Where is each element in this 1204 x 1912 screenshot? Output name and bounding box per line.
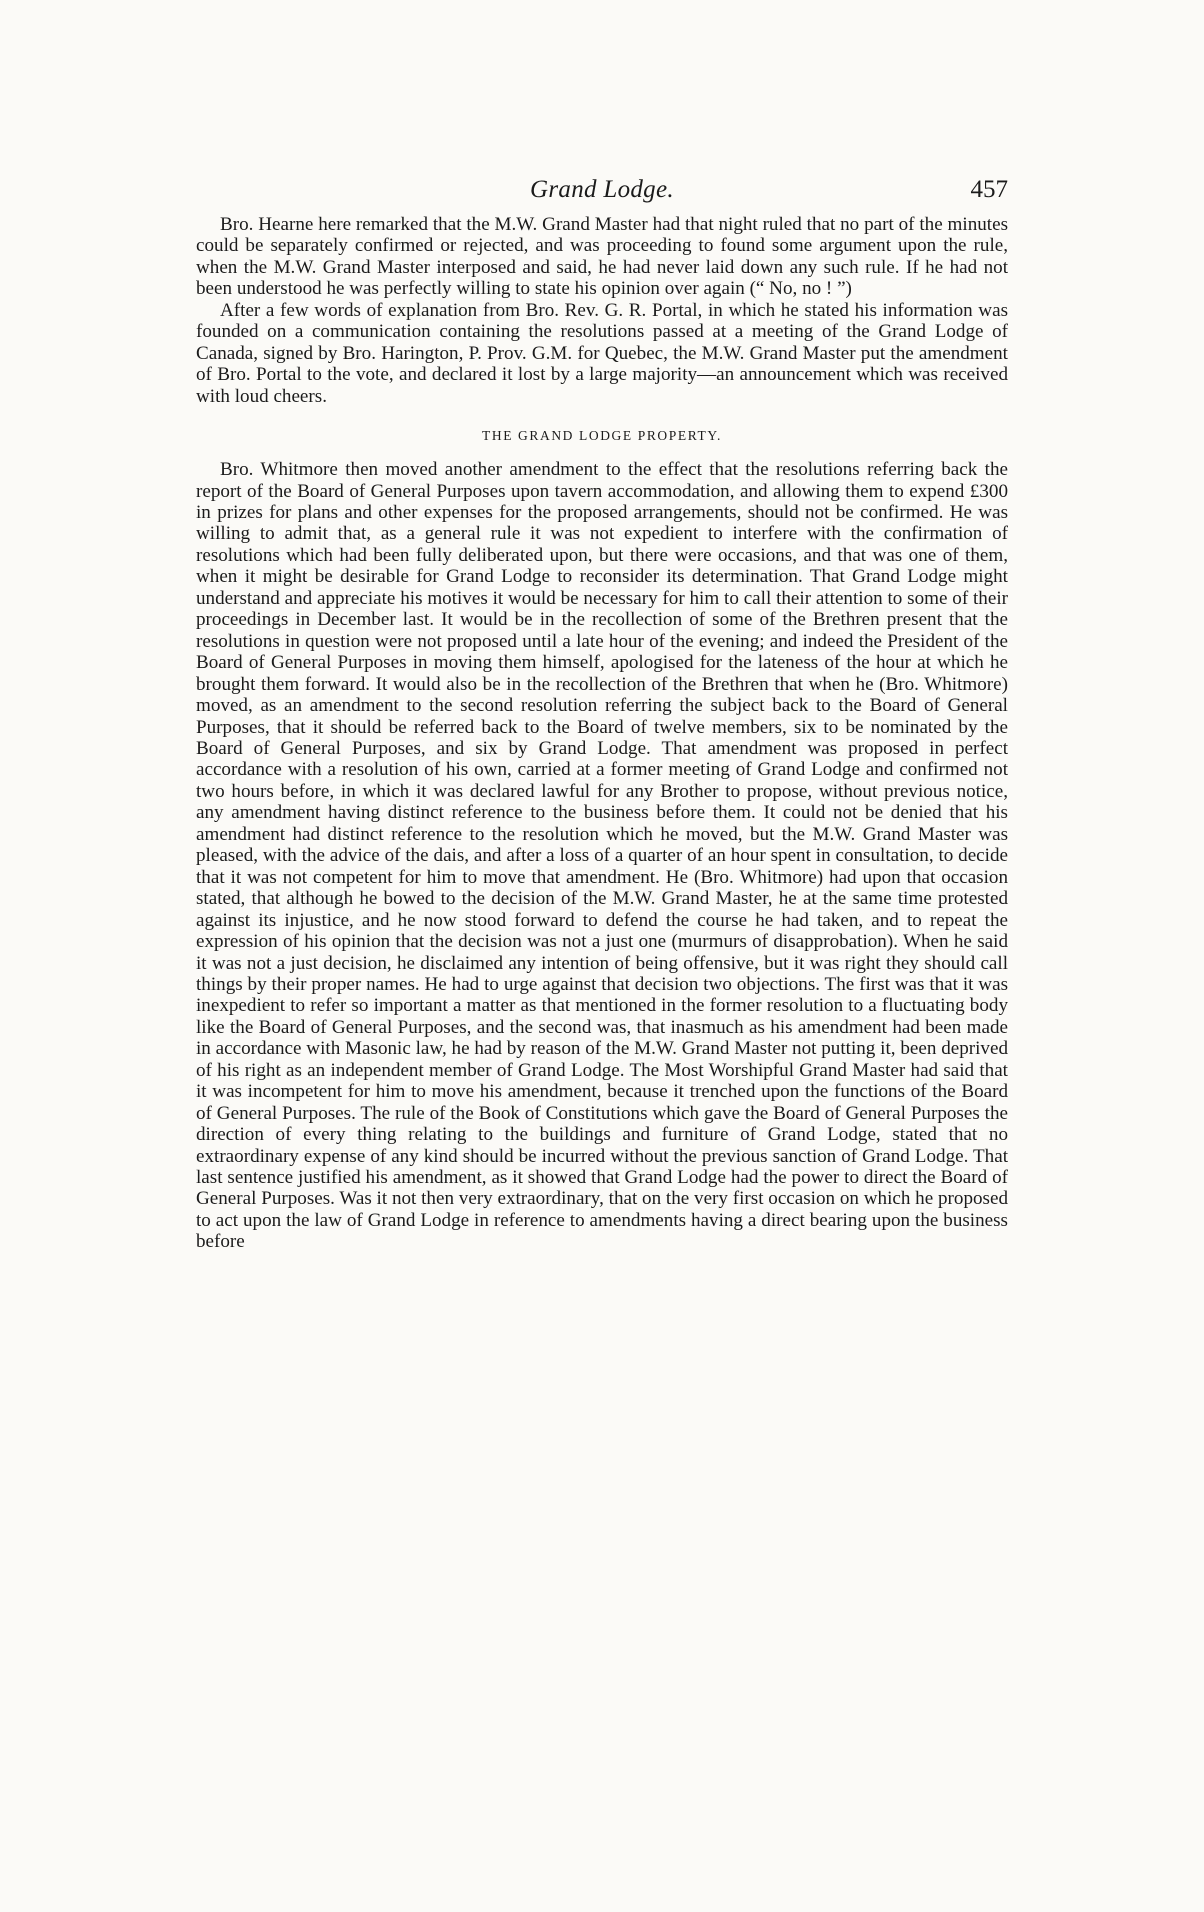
paragraph-hearne-remark: Bro. Hearne here remarked that the M.W. Grand Master had that night ruled that no part of the minutes could be separately confirmed or rejected, and was proceeding to found some argument upon the rule, when the M.W. Grand Master interposed and said, he had never laid down any such rule. If he had not been understood he was perfectly willing to state his opinion over again (“ No, no ! ”): [196, 214, 1008, 300]
running-title: Grand Lodge.: [530, 176, 674, 203]
paragraph-portal-explanation: After a few words of explanation from Bro. Rev. G. R. Portal, in which he stated his information was founded on a communication containing the resolutions passed at a meeting of the Grand Lodge of Canada, signed by Bro. Harington, P. Prov. G.M. for Quebec, the M.W. Grand Master put the amendment of Bro. Portal to the vote, and declared it lost by a large majority—an announcement which was received with loud cheers.: [196, 299, 1008, 407]
page-number: 457: [970, 176, 1008, 203]
running-head: [196, 176, 1008, 210]
paragraph-whitmore-amendment: Bro. Whitmore then moved another amendment to the effect that the resolutions referring back the report of the Board of General Purposes upon tavern accommodation, and allowing them to expend £300 in prizes for plans and other expenses for the proposed arrangements, should not be confirmed. He was willing to admit that, as a general rule it was not expedient to interfere with the confirmation of resolutions which had been fully deliberated upon, but there were occasions, and that was one of them, when it might be desirable for Grand Lodge to reconsider its determination. That Grand Lodge might understand and appreciate his motives it would be necessary for him to call their attention to some of their proceedings in December last. It would be in the recollection of some of the Brethren present that the resolutions in question were not proposed until a late hour of the evening; and indeed the President of the Board of General Purposes in moving them himself, apologised for the lateness of the hour at which he brought them forward. It would also be in the recollection of the Brethren that when he (Bro. Whitmore) moved, as an amendment to the second resolution referring the subject back to the Board of General Purposes, that it should be referred back to the Board of twelve members, six to be nominated by the Board of General Purposes, and six by Grand Lodge. That amendment was proposed in perfect accordance with a resolution of his own, carried at a former meeting of Grand Lodge and confirmed not two hours before, in which it was declared lawful for any Brother to propose, without previous notice, any amendment having distinct reference to the business before them. It could not be denied that his amendment had distinct reference to the resolution which he moved, but the M.W. Grand Master was pleased, with the advice of the dais, and after a loss of a quarter of an hour spent in consultation, to decide that it was not competent for him to move that amendment. He (Bro. Whitmore) had upon that occasion stated, that although he bowed to the decision of the M.W. Grand Master, he at the same time protested against its injustice, and he now stood forward to defend the course he had taken, and to repeat the expression of his opinion that the decision was not a just one (murmurs of disapprobation). When he said it was not a just decision, he disclaimed any intention of being offensive, but it was right they should call things by their proper names. He had to urge against that decision two objections. The first was that it was inexpedient to refer so important a matter as that mentioned in the former resolution to a fluctuating body like the Board of General Purposes, and the second was, that inasmuch as his amendment had been made in accordance with Masonic law, he had by reason of the M.W. Grand Master not putting it, been deprived of his right as an independent member of Grand Lodge. The Most Worshipful Grand Master had said that it was incompetent for him to move his amendment, because it trenched upon the functions of the Board of General Purposes. The rule of the Book of Constitutions which gave the Board of General Purposes the direction of every thing relating to the buildings and furniture of Grand Lodge, stated that no extraordinary expense of any kind should be incurred without the previous sanction of Grand Lodge. That last sentence justified his amendment, as it showed that Grand Lodge had the power to direct the Board of General Purposes. Was it not then very extraordinary, that on the very first occasion on which he proposed to act upon the law of Grand Lodge in reference to amendments having a direct bearing upon the business before: [196, 459, 1008, 1253]
section-heading: THE GRAND LODGE PROPERTY.: [482, 428, 722, 444]
body-text: [196, 214, 1008, 1253]
